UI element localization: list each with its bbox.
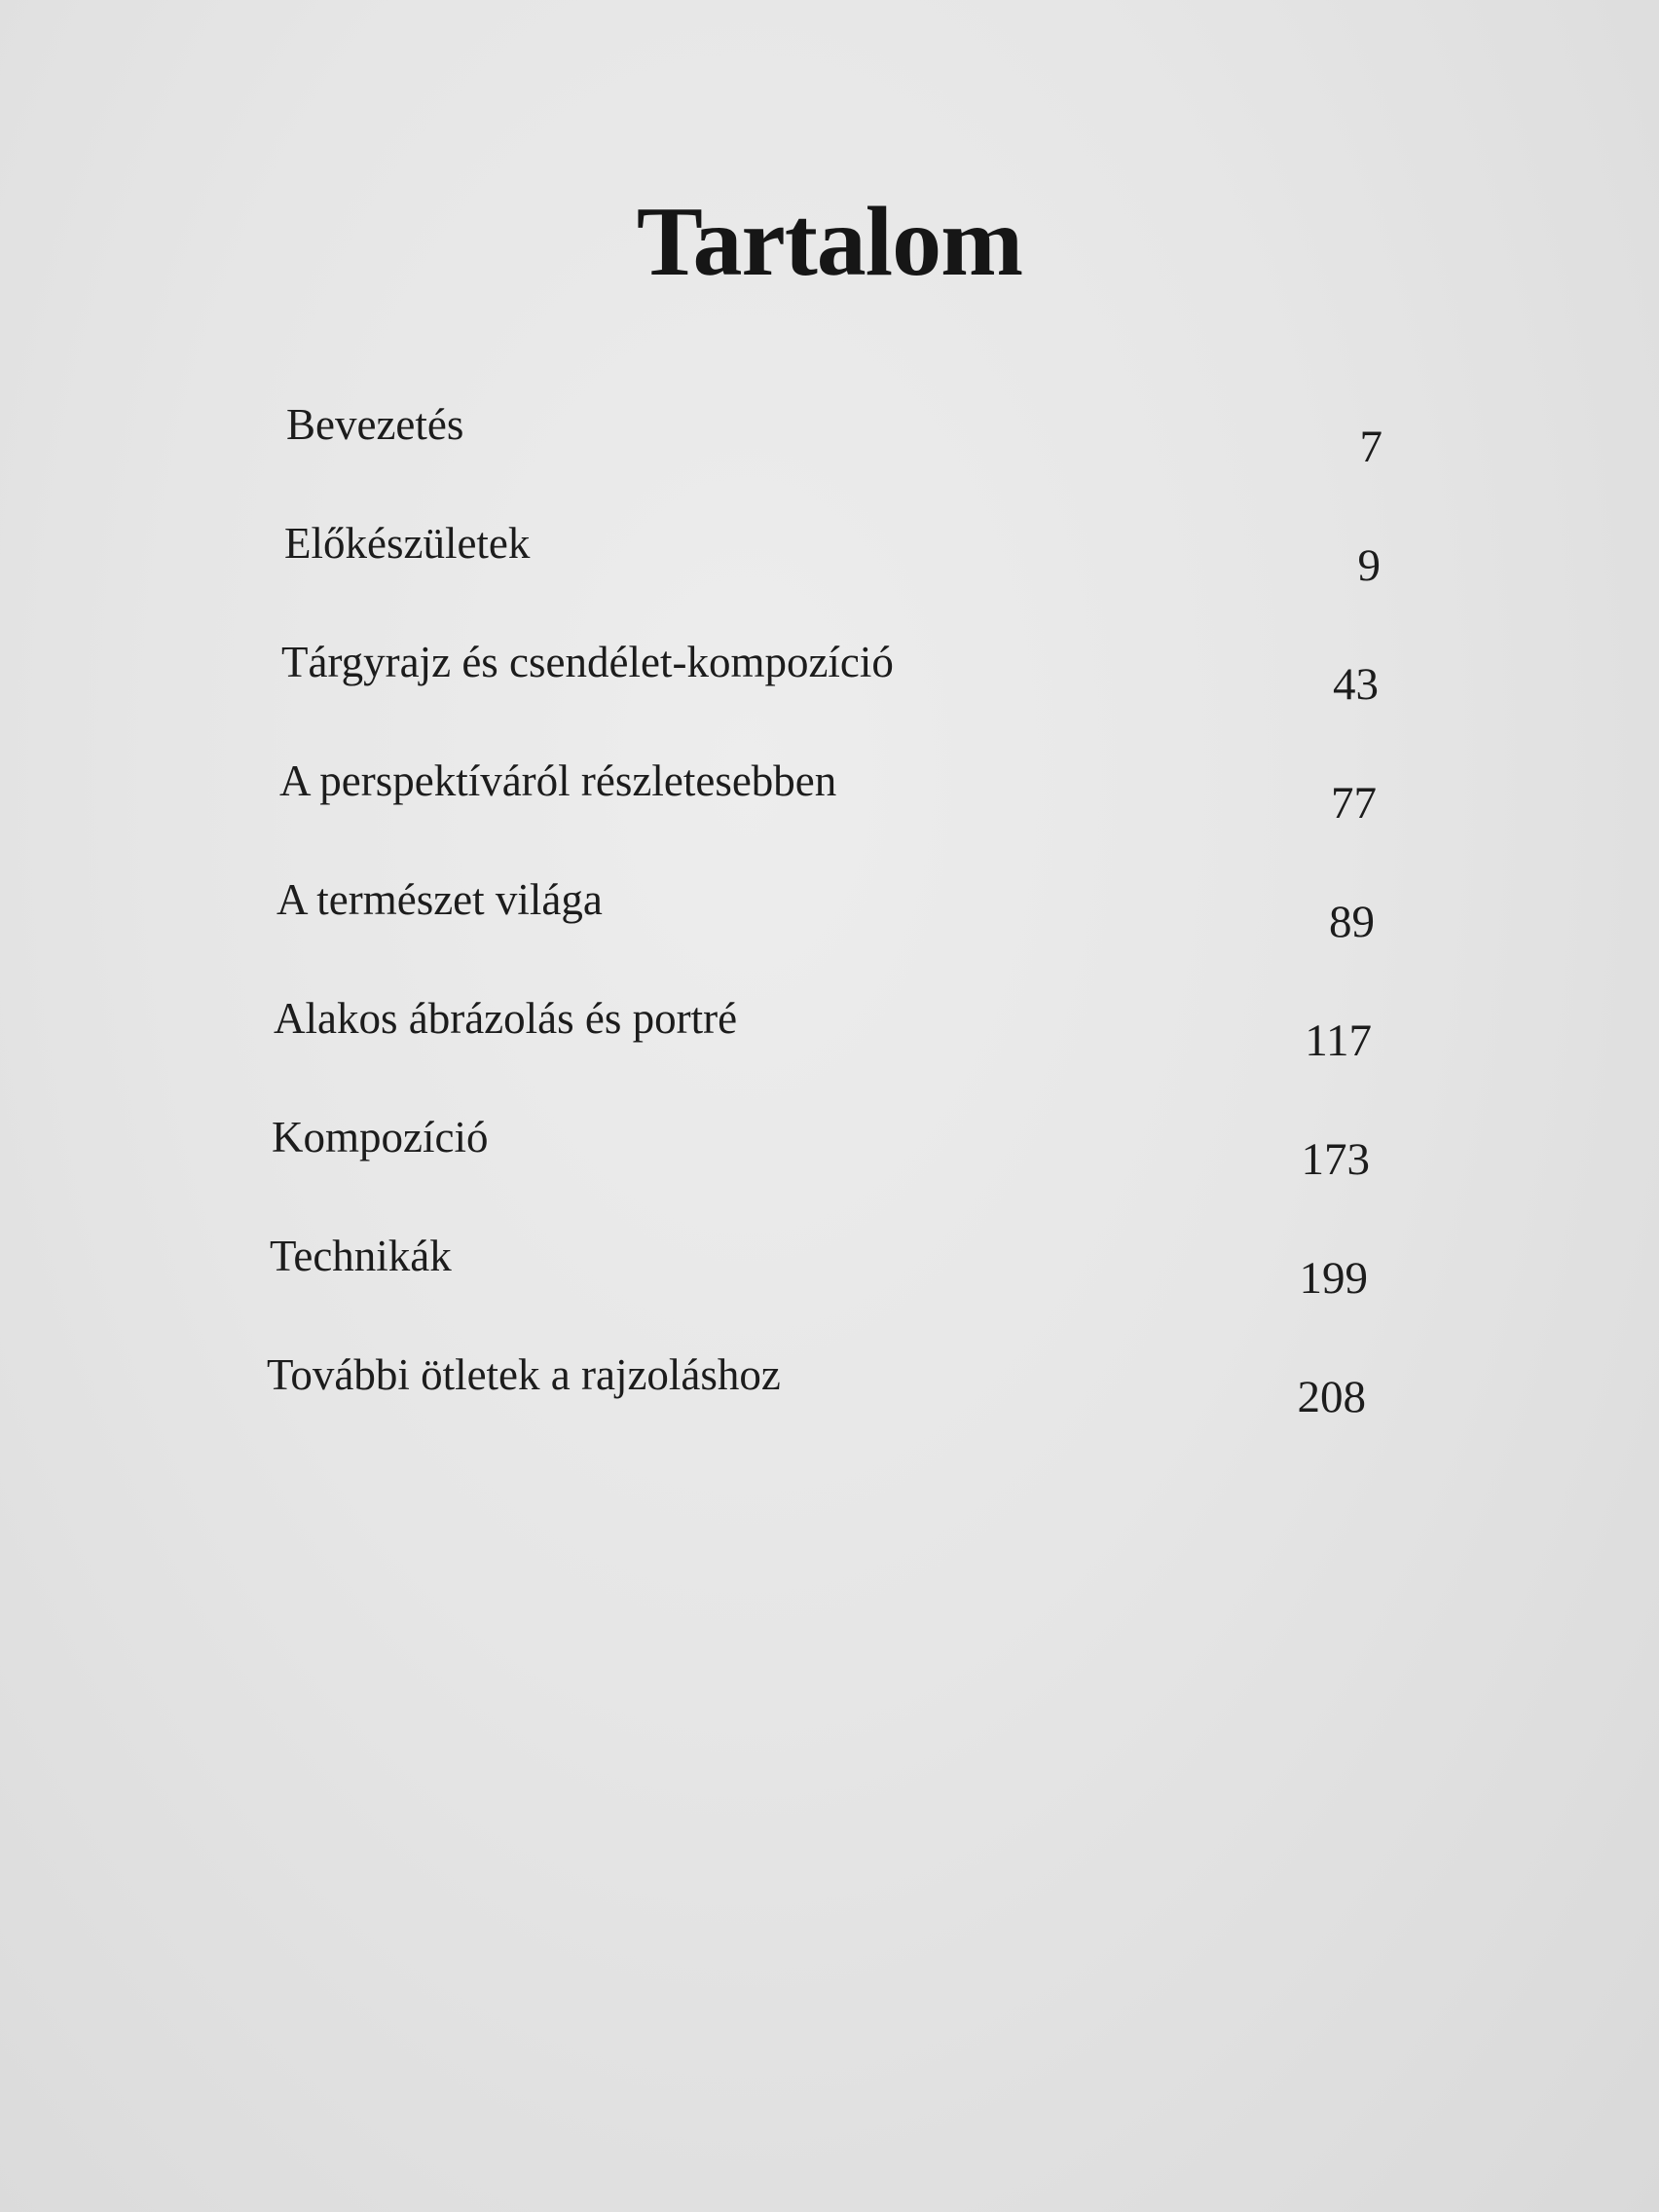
toc-entry-page: 77 (1331, 778, 1377, 829)
toc-entry-label: A természet világa (276, 875, 603, 924)
toc-entry (263, 399, 1382, 518)
toc-entry-label: Bevezetés (286, 400, 464, 449)
toc-entry-page: 199 (1299, 1253, 1368, 1304)
toc-entry-page: 7 (1359, 422, 1382, 472)
toc-entry-label: Előkészületek (284, 519, 531, 568)
toc-entry-page: 9 (1357, 540, 1381, 591)
toc-entry-page: 89 (1329, 897, 1375, 947)
toc-entry (263, 993, 1382, 1112)
toc-entry-label: Tárgyrajz és csendélet-kompozíció (281, 638, 894, 686)
toc-entry-label: További ötletek a rajzoláshoz (267, 1350, 781, 1399)
toc-entry-label: A perspektíváról részletesebben (279, 756, 837, 805)
toc-entry-label: Alakos ábrázolás és portré (274, 994, 738, 1043)
toc-entry (263, 637, 1382, 756)
toc-entry (263, 1349, 1382, 1468)
toc-entry (263, 874, 1382, 993)
toc-entry-label: Technikák (270, 1232, 452, 1280)
toc-entry (263, 1231, 1382, 1349)
toc-entry (263, 756, 1382, 874)
toc-entry (263, 518, 1382, 637)
toc-entry-page: 43 (1333, 659, 1379, 710)
table-of-contents (263, 399, 1382, 1468)
toc-entry-page: 208 (1297, 1372, 1366, 1422)
page-title: Tartalom (636, 187, 1023, 297)
toc-entry (263, 1112, 1382, 1231)
toc-entry-label: Kompozíció (272, 1113, 489, 1161)
toc-entry-page: 173 (1301, 1134, 1370, 1185)
toc-entry-page: 117 (1305, 1015, 1372, 1066)
